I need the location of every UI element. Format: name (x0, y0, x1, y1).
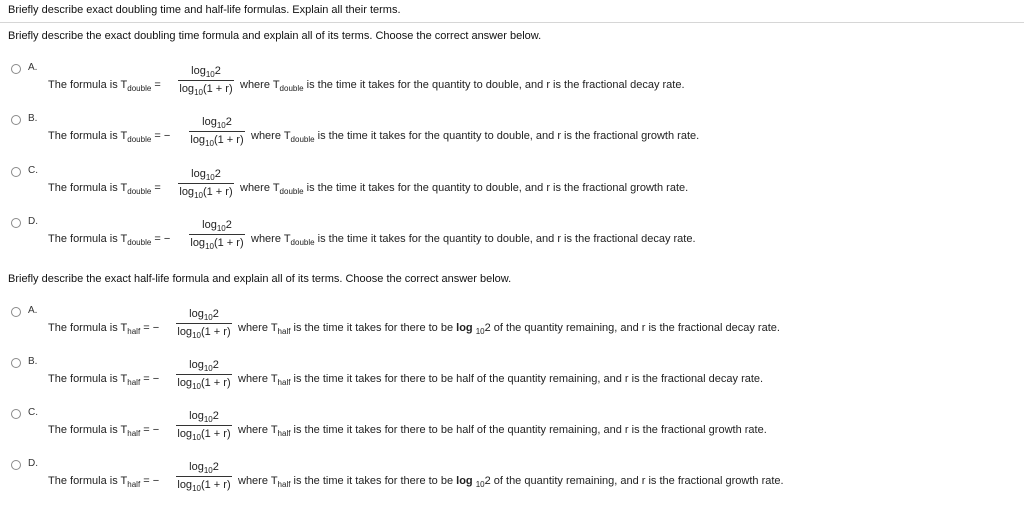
q1-option-b-fraction: $\log_{10}2$ $\log_{10}(1 + r)$ (190, 116, 244, 148)
header-divider (0, 22, 1024, 23)
q2-option-b-fraction: $\log_{10}2$ $\log_{10}(1 + r)$ (177, 359, 231, 391)
q1-option-c-lead: The formula is $T_{double}$ = (48, 182, 161, 196)
q1-option-d-description: where $T_{double}$ is the time it takes for the quantity to double, and r is the fractional decay rate. (251, 233, 696, 247)
q2-option-d-lead: The formula is $T_{half}$ = − (48, 475, 160, 489)
q1-option-c-fraction: $\log_{10}2$ $\log_{10}(1 + r)$ (179, 168, 233, 200)
q1-radio-c[interactable] (11, 167, 21, 177)
q1-option-d-letter: D. (28, 216, 38, 227)
q1-option-d[interactable] (0, 216, 1024, 264)
q1-option-d-lead: The formula is $T_{double}$ = − (48, 233, 171, 247)
q2-option-a-description: where $T_{half}$ is the time it takes for there to be log $_{10}$2 of the quantity remaining, and r is the fractional decay rate. (238, 322, 780, 336)
q1-option-b-description: where $T_{double}$ is the time it takes for the quantity to double, and r is the fractional growth rate. (251, 130, 700, 144)
q1-option-a-letter: A. (28, 62, 38, 73)
page-header-title: Briefly describe exact doubling time and half-life formulas. Explain all their terms. (8, 4, 401, 16)
q1-option-a-fraction: $\log_{10}2$ $\log_{10}(1 + r)$ (179, 65, 233, 97)
q2-option-a-lead: The formula is $T_{half}$ = − (48, 322, 160, 336)
q2-option-a[interactable] (0, 305, 1024, 353)
q1-option-d-fraction: $\log_{10}2$ $\log_{10}(1 + r)$ (190, 219, 244, 251)
question2-prompt: Briefly describe the exact half-life formula and explain all of its terms. Choose the correct answer below. (8, 273, 512, 285)
q1-option-c-letter: C. (28, 165, 38, 176)
q2-radio-d[interactable] (11, 460, 21, 470)
q2-option-d-description: where $T_{half}$ is the time it takes for there to be log $_{10}$2 of the quantity remaining, and r is the fractional growth rate. (238, 475, 784, 489)
q2-radio-a[interactable] (11, 307, 21, 317)
q2-option-c-description: where $T_{half}$ is the time it takes for there to be half of the quantity remaining, and r is the fractional growth rate. (238, 424, 767, 438)
question1-prompt: Briefly describe the exact doubling time formula and explain all of its terms. Choose the correct answer below. (8, 30, 542, 42)
q2-option-b-lead: The formula is $T_{half}$ = − (48, 373, 160, 387)
q2-option-a-letter: A. (28, 305, 38, 316)
q2-radio-b[interactable] (11, 358, 21, 368)
q1-option-c[interactable] (0, 165, 1024, 213)
q1-option-b-lead: The formula is $T_{double}$ = − (48, 130, 171, 144)
q2-option-c-letter: C. (28, 407, 38, 418)
q2-radio-c[interactable] (11, 409, 21, 419)
q2-option-d-fraction: $\log_{10}2$ $\log_{10}(1 + r)$ (177, 461, 231, 493)
q1-radio-a[interactable] (11, 64, 21, 74)
q1-option-c-description: where $T_{double}$ is the time it takes for the quantity to double, and r is the fractional growth rate. (240, 182, 689, 196)
q1-radio-d[interactable] (11, 218, 21, 228)
q1-option-b-letter: B. (28, 113, 38, 124)
q2-option-b-letter: B. (28, 356, 38, 367)
q1-radio-b[interactable] (11, 115, 21, 125)
q2-option-d-letter: D. (28, 458, 38, 469)
q2-option-b-description: where $T_{half}$ is the time it takes for there to be half of the quantity remaining, and r is the fractional decay rate. (238, 373, 764, 387)
q1-option-a-description: where $T_{double}$ is the time it takes for the quantity to double, and r is the fractional decay rate. (240, 79, 685, 93)
q1-option-a[interactable] (0, 62, 1024, 110)
q2-option-c[interactable] (0, 407, 1024, 455)
q2-option-c-lead: The formula is $T_{half}$ = − (48, 424, 160, 438)
q2-option-b[interactable] (0, 356, 1024, 404)
q2-option-a-fraction: $\log_{10}2$ $\log_{10}(1 + r)$ (177, 308, 231, 340)
q1-option-b[interactable] (0, 113, 1024, 161)
q2-option-c-fraction: $\log_{10}2$ $\log_{10}(1 + r)$ (177, 410, 231, 442)
q1-option-a-lead: The formula is $T_{double}$ = (48, 79, 161, 93)
